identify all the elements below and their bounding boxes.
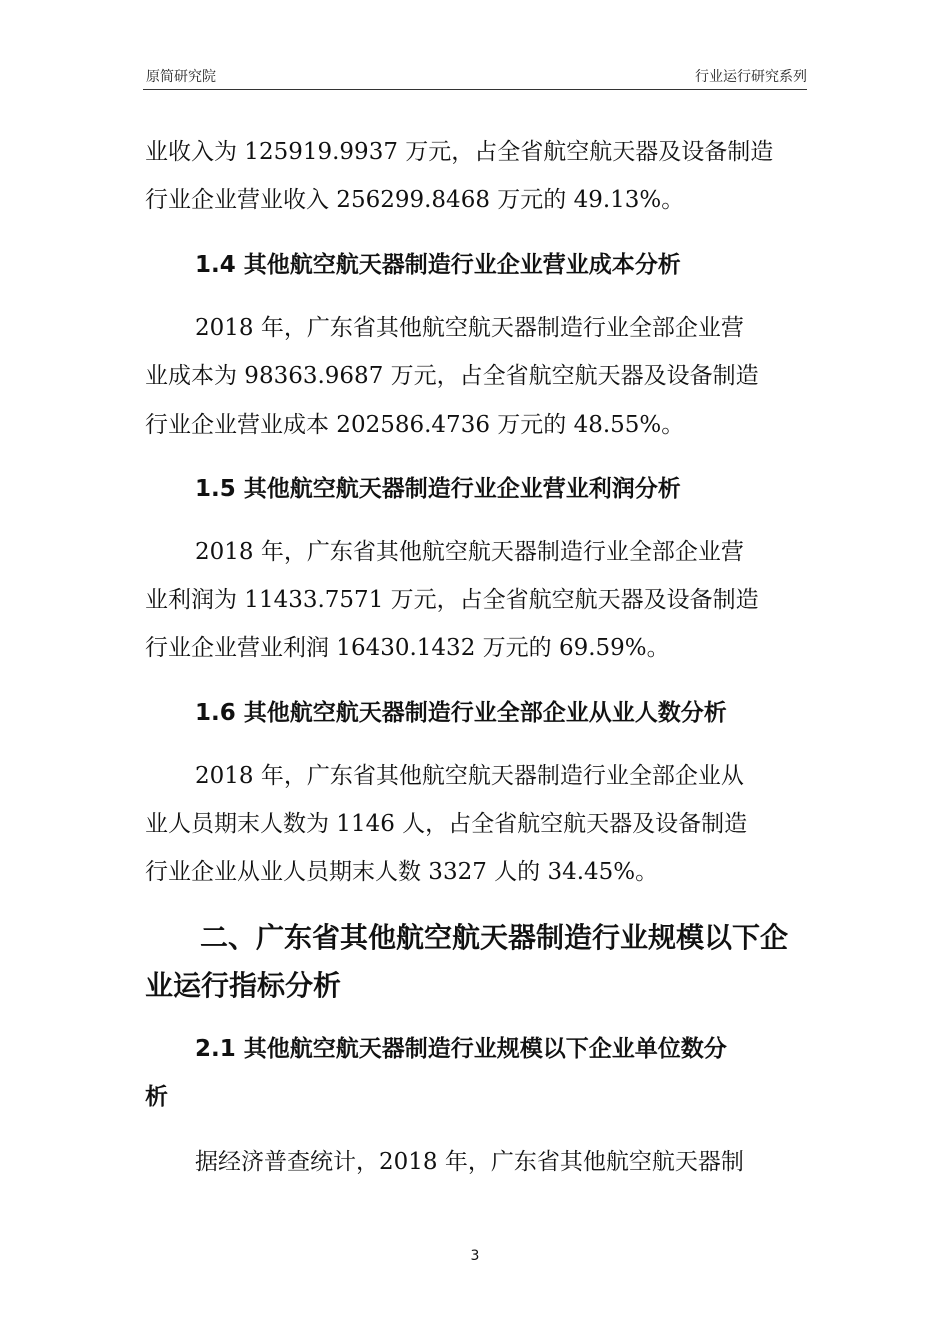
paragraph-line: 行业企业从业人员期末人数 3327 人的 34.45%。 (145, 859, 659, 885)
paragraph-line: 行业企业营业收入 256299.8468 万元的 49.13%。 (145, 187, 685, 213)
paragraph-line: 行业企业营业利润 16430.1432 万元的 69.59%。 (145, 635, 670, 661)
paragraph-line: 行业企业营业成本 202586.4736 万元的 48.55%。 (145, 412, 685, 438)
section-heading-2-1-cont: 析 (145, 1084, 168, 1110)
paragraph-line: 业收入为 125919.9937 万元，占全省航空航天器及设备制造 (145, 139, 774, 165)
paragraph-line: 业成本为 98363.9687 万元，占全省航空航天器及设备制造 (145, 363, 759, 389)
section-heading-1-6: 1.6 其他航空航天器制造行业全部企业从业人数分析 (195, 700, 727, 726)
page-header-left: 原简研究院 (146, 69, 216, 85)
paragraph-line: 2018 年，广东省其他航空航天器制造行业全部企业从 (195, 763, 744, 789)
page-header-right: 行业运行研究系列 (695, 69, 807, 85)
section-heading-1-5: 1.5 其他航空航天器制造行业企业营业利润分析 (195, 476, 681, 502)
section-heading-2-1: 2.1 其他航空航天器制造行业规模以下企业单位数分 (195, 1036, 727, 1062)
header-rule (143, 89, 807, 90)
chapter-heading-line: 业运行指标分析 (145, 969, 342, 1002)
paragraph-line: 据经济普查统计，2018 年，广东省其他航空航天器制 (195, 1149, 744, 1175)
page-number: 3 (470, 1248, 480, 1264)
paragraph-line: 业人员期末人数为 1146 人，占全省航空航天器及设备制造 (145, 811, 748, 837)
section-heading-1-4: 1.4 其他航空航天器制造行业企业营业成本分析 (195, 252, 681, 278)
paragraph-line: 2018 年，广东省其他航空航天器制造行业全部企业营 (195, 539, 744, 565)
paragraph-line: 业利润为 11433.7571 万元，占全省航空航天器及设备制造 (145, 587, 759, 613)
chapter-heading-line: 二、广东省其他航空航天器制造行业规模以下企 (200, 921, 789, 954)
paragraph-line: 2018 年，广东省其他航空航天器制造行业全部企业营 (195, 315, 744, 341)
